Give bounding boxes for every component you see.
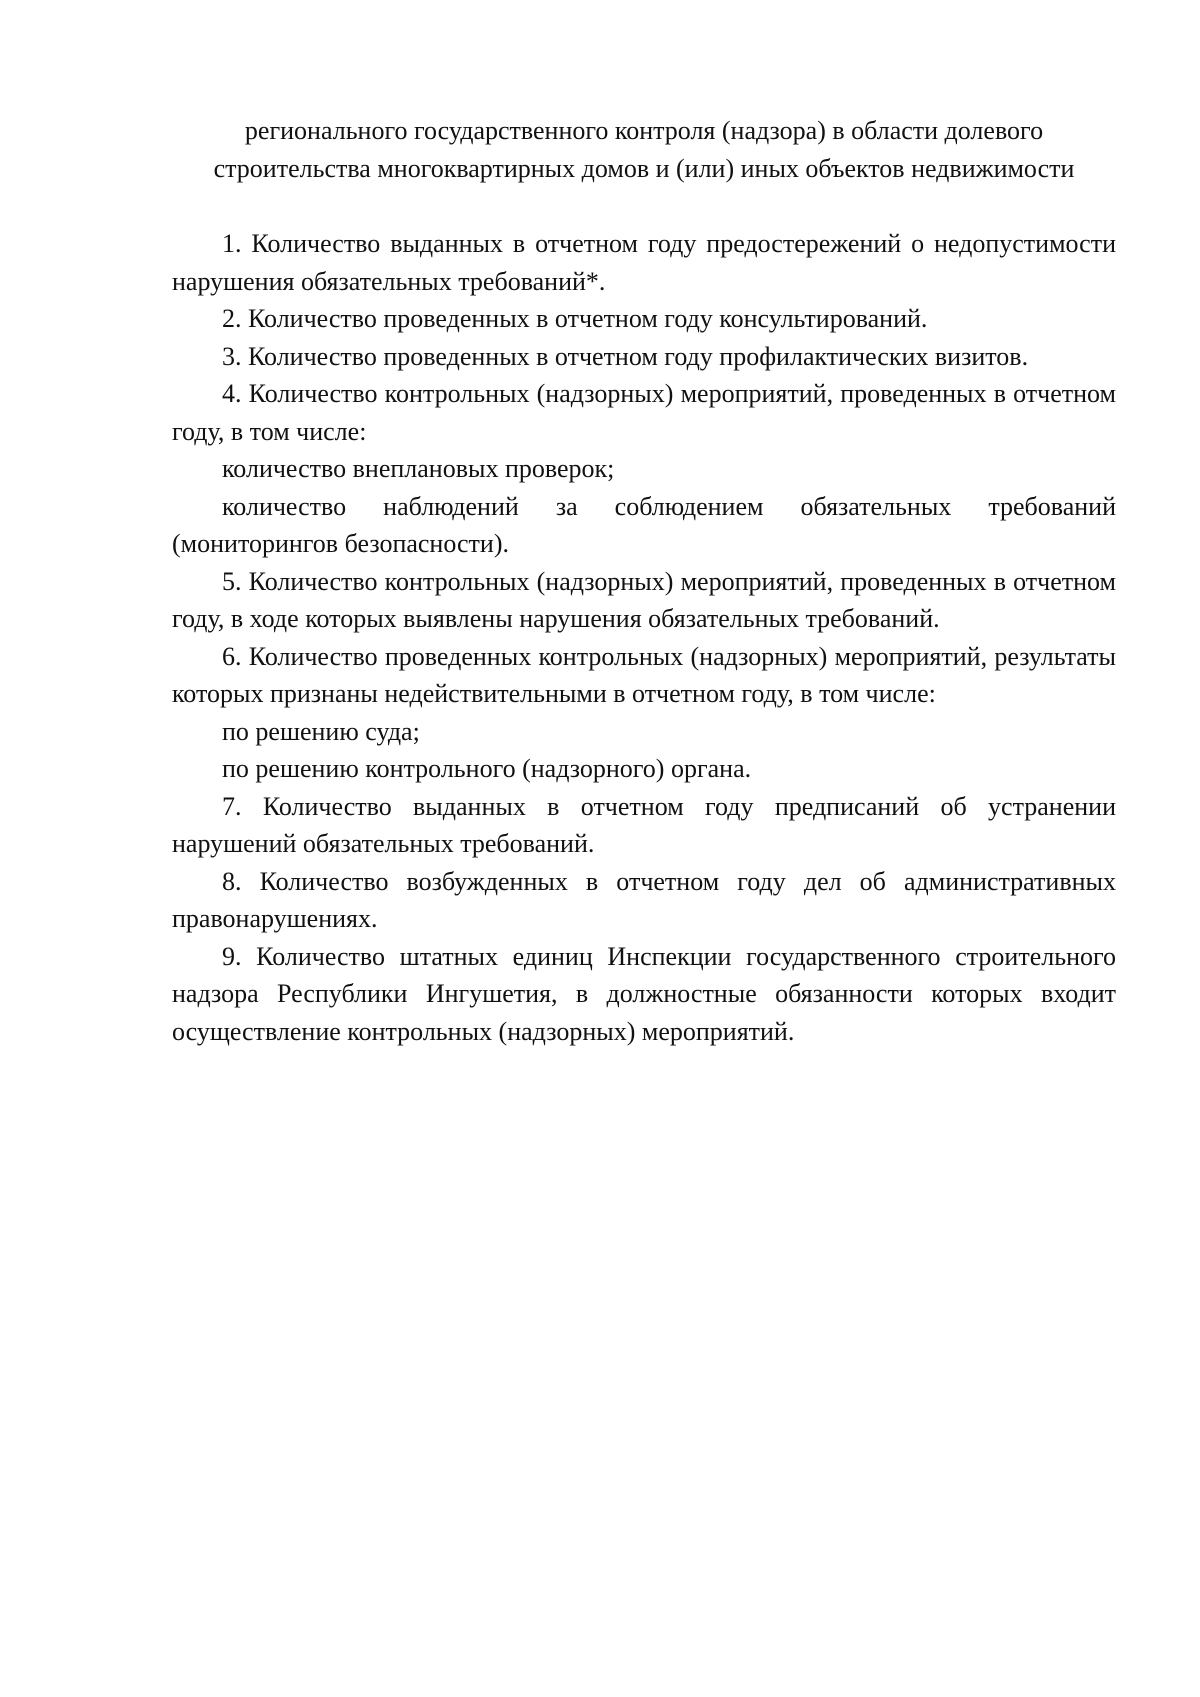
item-8: 8. Количество возбужденных в отчетном году дел об административных правонарушениях. xyxy=(172,866,1116,933)
title-line-1: регионального государственного контроля (надзора) в области долевого xyxy=(244,116,1044,145)
item-9: 9. Количество штатных единиц Инспекции государственного строительного надзора Республики Ингушетия, в должностные обязанности которых входит осуществление контрольных (надзорных) мероприятий. xyxy=(172,941,1116,1046)
item-3: 3. Количество проведенных в отчетном году профилактических визитов. xyxy=(222,341,1029,371)
item-1: 1. Количество выданных в отчетном году предостережений о недопустимости нарушения обязательных требований*. xyxy=(172,229,1116,296)
title-line-2: строительства многоквартирных домов и (или) иных объектов недвижимости xyxy=(213,153,1075,183)
item-5: 5. Количество контрольных (надзорных) мероприятий, проведенных в отчетном году, в ходе которых выявлены нарушения обязательных требований. xyxy=(172,566,1116,633)
item-6: 6. Количество проведенных контрольных (надзорных) мероприятий, результаты которых признаны недействительными в отчетном году, в том числе: xyxy=(172,641,1116,708)
item-4: 4. Количество контрольных (надзорных) мероприятий, проведенных в отчетном году, в том числе: xyxy=(172,379,1116,446)
item-7: 7. Количество выданных в отчетном году предписаний об устранении нарушений обязательных требований. xyxy=(172,791,1116,858)
item-4-sub-a: количество внеплановых проверок; xyxy=(222,454,615,483)
item-6-sub-a: по решению суда; xyxy=(222,716,420,746)
item-6-sub-b: по решению контрольного (надзорного) органа. xyxy=(222,754,752,783)
document-body xyxy=(172,112,1116,1050)
item-4-sub-b: количество наблюдений за соблюдением обязательных требований (мониторингов безопасности). xyxy=(172,491,1116,558)
item-2: 2. Количество проведенных в отчетном году консультирований. xyxy=(222,304,928,333)
document-title xyxy=(172,112,1116,187)
